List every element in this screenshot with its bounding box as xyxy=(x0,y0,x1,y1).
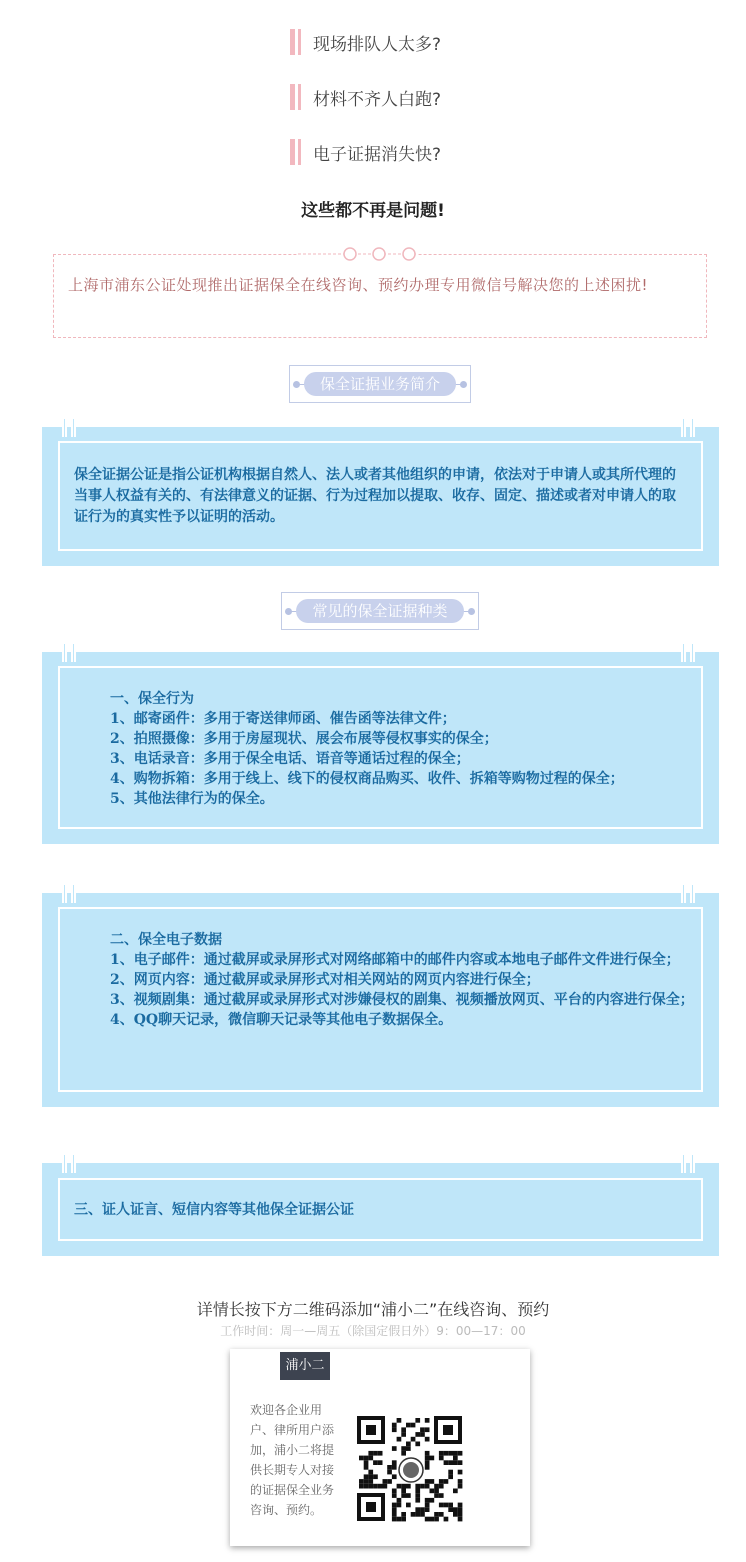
section-label-types xyxy=(281,592,479,630)
intro-text: 上海市浦东公证处现推出证据保全在线咨询、预约办理专用微信号解决您的上述困扰! xyxy=(68,276,649,294)
quote-mark-icon xyxy=(681,417,699,437)
section-label-intro xyxy=(289,365,471,403)
circles-divider-icon xyxy=(298,247,418,261)
qr-code-icon[interactable] xyxy=(356,1415,466,1525)
section-label-text: 保全证据业务简介 xyxy=(304,372,456,396)
other-panel xyxy=(42,1163,719,1256)
electronic-list xyxy=(74,930,694,1030)
question-text: 材料不齐人白跑? xyxy=(313,89,442,110)
card-text: 欢迎各企业用户、律所用户添加，浦小二将提供长期专人对接的证据保全业务咨询、预约。 xyxy=(250,1403,335,1517)
list-item: 4、购物拆箱：多用于线上、线下的侵权商品购买、收件、拆箱等购物过程的保全； xyxy=(110,771,624,787)
pink-bars-icon xyxy=(290,29,301,55)
pink-bars-icon xyxy=(290,84,301,110)
behavior-panel xyxy=(42,652,719,844)
list-item: 2、拍照摄像：多用于房屋现状、展会布展等侵权事实的保全； xyxy=(110,731,498,747)
list-item: 4、QQ聊天记录，微信聊天记录等其他电子数据保全。 xyxy=(110,1012,453,1028)
quote-mark-icon xyxy=(62,1153,80,1173)
question-1 xyxy=(290,28,441,56)
pink-bars-icon xyxy=(290,139,301,165)
behavior-title: 一、保全行为 xyxy=(110,691,194,707)
wechat-card xyxy=(230,1349,530,1546)
list-item: 1、电子邮件：通过截屏或录屏形式对网络邮箱中的邮件内容或本地电子邮件文件进行保全； xyxy=(110,952,680,968)
electronic-title: 二、保全电子数据 xyxy=(110,932,222,948)
quote-mark-icon xyxy=(681,1153,699,1173)
intro-panel xyxy=(42,427,719,566)
list-item: 2、网页内容：通过截屏或录屏形式对相关网站的网页内容进行保全； xyxy=(110,972,540,988)
quote-mark-icon xyxy=(62,417,80,437)
list-item: 3、电话录音：多用于保全电话、语音等通话过程的保全； xyxy=(110,751,470,767)
electronic-panel xyxy=(42,893,719,1107)
quote-mark-icon xyxy=(62,883,80,903)
slogan: 这些都不再是问题! xyxy=(301,201,445,221)
question-text: 现场排队人太多? xyxy=(313,34,442,55)
question-2 xyxy=(290,83,441,111)
behavior-list xyxy=(110,689,710,809)
question-text: 电子证据消失快? xyxy=(313,144,442,165)
footer-title: 详情长按下方二维码添加“浦小二”在线咨询、预约 xyxy=(196,1300,550,1319)
intro-definition: 保全证据公证是指公证机构根据自然人、法人或者其他组织的申请，依法对于申请人或其所代理的当事人权益有关的、有法律意义的证据、行为过程加以提取、收存、固定、描述或者对申请人的取证行为的真实性予以证明的活动。 xyxy=(74,467,676,525)
quote-mark-icon xyxy=(681,642,699,662)
section-label-text: 常见的保全证据种类 xyxy=(296,599,464,623)
list-item: 3、视频剧集：通过截屏或录屏形式对涉嫌侵权的剧集、视频播放网页、平台的内容进行保全； xyxy=(110,992,694,1008)
quote-mark-icon xyxy=(62,642,80,662)
list-item: 5、其他法律行为的保全。 xyxy=(110,791,274,807)
working-hours: 工作时间：周一—周五（除国定假日外）9：00—17：00 xyxy=(220,1324,526,1338)
other-text: 三、证人证言、短信内容等其他保全证据公证 xyxy=(74,1202,354,1218)
question-3 xyxy=(290,138,441,166)
card-tab: 浦小二 xyxy=(280,1352,330,1380)
quote-mark-icon xyxy=(681,883,699,903)
list-item: 1、邮寄函件：多用于寄送律师函、催告函等法律文件； xyxy=(110,711,456,727)
